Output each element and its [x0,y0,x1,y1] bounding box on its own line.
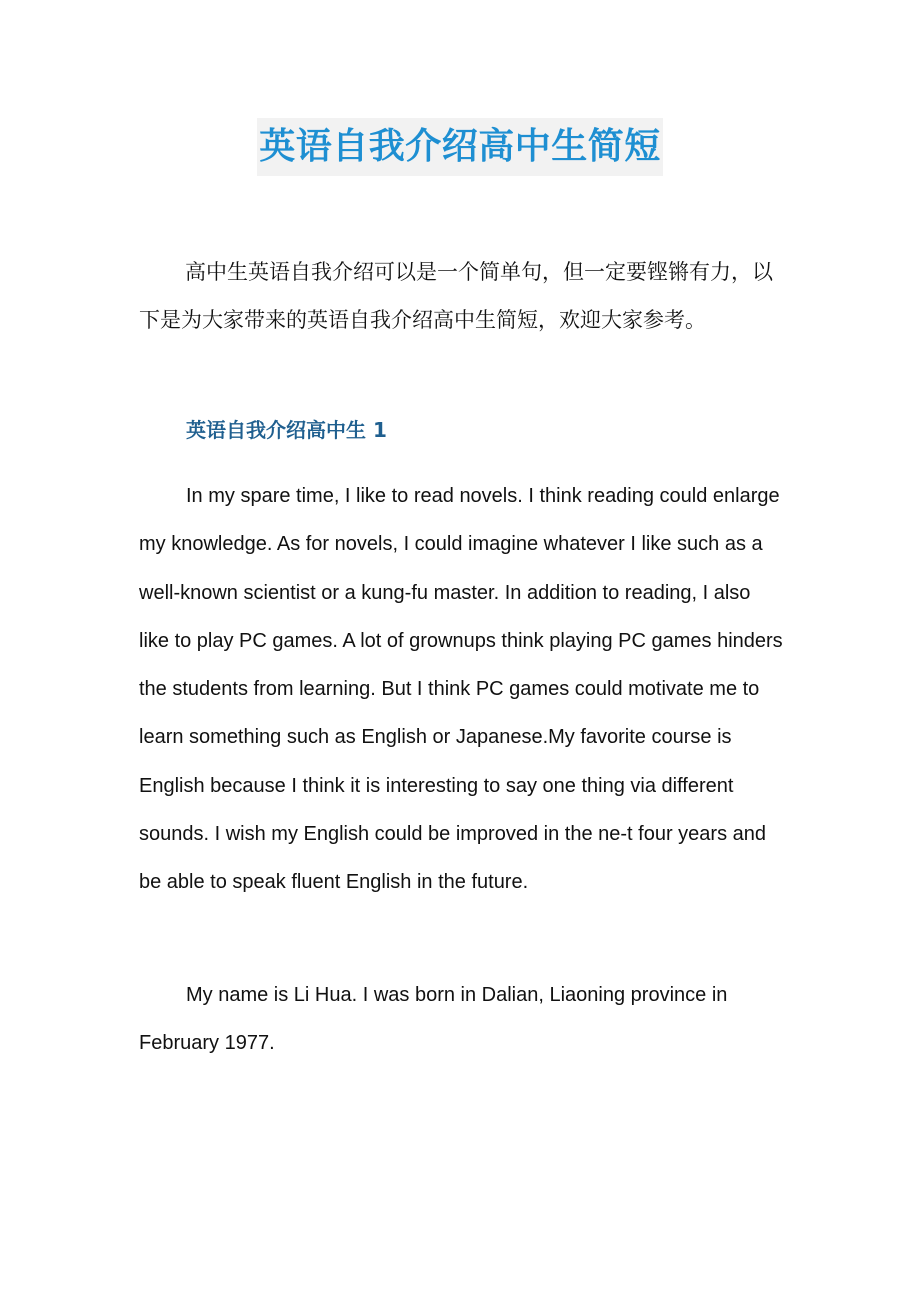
intro-paragraph: 高中生英语自我介绍可以是一个简单句，但一定要铿锵有力，以下是为大家带来的英语自我介绍高中生简短，欢迎大家参考。 [139,260,773,332]
section-heading: 英语自我介绍高中生 1 [186,418,387,442]
document-title: 英语自我介绍高中生简短 [257,118,663,176]
body-paragraph-1: In my spare time, I like to read novels. I think reading could enlarge my knowledge. As for novels, I could imagine whatever I like such as a well-known scientist or a kung-fu master. In addition to reading, I also like to play PC games. A lot of grownups think playing PC games hinders the students from learning. But I think PC games could motivate me to learn something such as English or Japanese.My favorite course is English because I think it is interesting to say one thing via different sounds. I wish my English could be improved in the ne-t four years and be able to speak fluent English in the future. [139,485,783,894]
title-container [0,118,920,176]
body-paragraph-2: My name is Li Hua. I was born in Dalian, Liaoning province in February 1977. [139,984,728,1055]
